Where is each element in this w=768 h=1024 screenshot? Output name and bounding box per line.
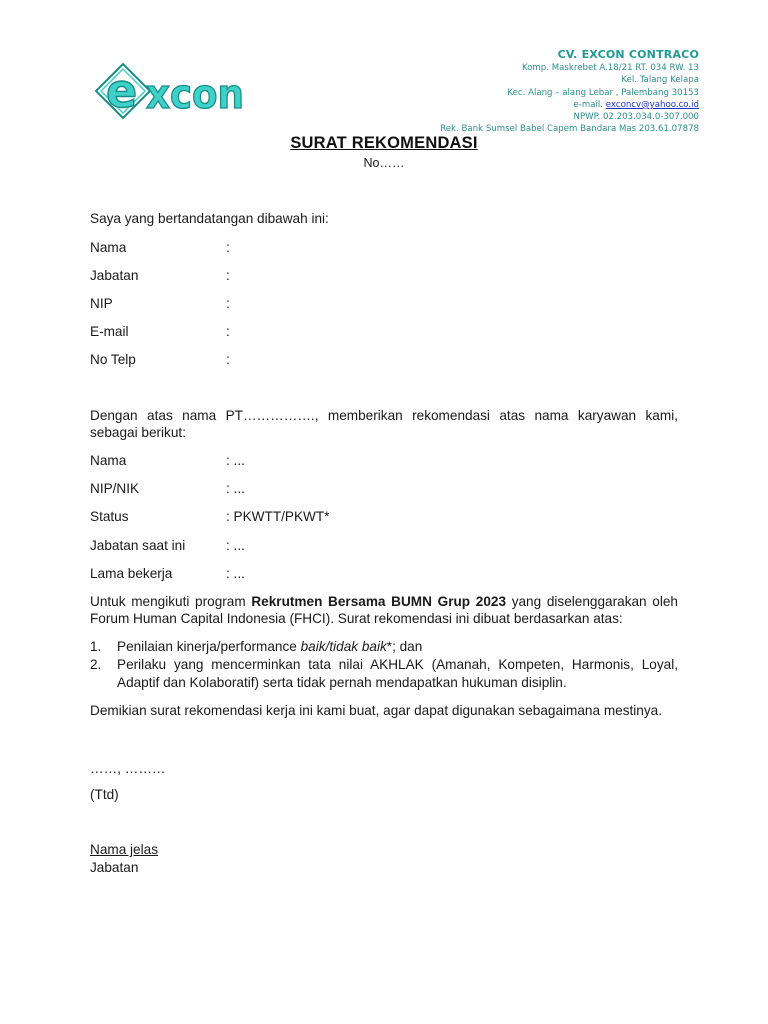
basis-item-2 <box>0 656 768 692</box>
signer-field-nip <box>0 295 768 312</box>
signer-position: Jabatan <box>90 860 139 875</box>
company-name: CV. EXCON CONTRACO <box>557 48 699 61</box>
field-label: Nama <box>90 240 127 255</box>
field-label: Status <box>90 509 129 524</box>
signer-field-jabatan <box>0 267 768 284</box>
list-number: 2. <box>90 657 102 672</box>
email-label: e-mail. <box>573 99 604 110</box>
field-label: NIP/NIK <box>90 481 140 496</box>
field-value: : <box>226 268 230 283</box>
employee-field-lama-bekerja <box>0 565 768 582</box>
program-suffix: yang diselenggarakan oleh <box>506 594 678 609</box>
basis-item-1 <box>0 638 768 656</box>
employee-field-status <box>0 508 768 525</box>
field-value: : <box>226 296 230 311</box>
field-value: : <box>226 324 230 339</box>
employee-field-jabatan <box>0 537 768 554</box>
closing-text: Demikian surat rekomendasi kerja ini kami buat, agar dapat digunakan sebagaimana mestinya. <box>90 703 663 718</box>
company-letterhead <box>440 48 699 136</box>
signer-field-no-telp <box>0 351 768 368</box>
field-label: Lama bekerja <box>90 566 173 581</box>
signer-name: Nama jelas <box>90 842 158 857</box>
signer-field-nama <box>0 239 768 256</box>
field-value: : PKWTT/PKWT* <box>226 509 330 524</box>
company-npwp: NPWP. 02.203.034.0-307.000 <box>573 112 699 123</box>
list-italic: baik/tidak baik <box>300 639 387 654</box>
place-date: ……, ……… <box>90 761 166 776</box>
field-label: Jabatan saat ini <box>90 538 186 553</box>
company-email-line <box>440 99 699 111</box>
list-number: 1. <box>90 639 102 654</box>
field-value: : ... <box>226 453 245 468</box>
list-text-line-1: Perilaku yang mencerminkan tata nilai AKHLAK (Amanah, Kompeten, Harmonis, Loyal, <box>117 657 678 672</box>
program-line-2: Forum Human Capital Indonesia (FHCI). Surat rekomendasi ini dibuat berdasarkan atas: <box>90 611 623 626</box>
program-prefix: Untuk mengikuti program <box>90 594 252 609</box>
field-label: Jabatan <box>90 268 139 283</box>
company-logo <box>92 58 248 124</box>
logo-wordmark: xcon <box>146 72 244 118</box>
company-address-1: Komp. Maskrebet A.18/21 RT. 034 RW. 13 <box>521 63 699 73</box>
program-name: Rekrutmen Bersama BUMN Grup 2023 <box>251 594 507 609</box>
list-text: Penilaian kinerja/performance baik/tidak baik*; dan <box>117 639 423 654</box>
excon-logo-graphic <box>92 58 248 124</box>
employee-field-nama <box>0 452 768 469</box>
email-link[interactable]: exconcv@yahoo.co.id <box>605 99 699 110</box>
field-label: No Telp <box>90 352 136 367</box>
program-line-1 <box>90 593 678 610</box>
field-label: E-mail <box>90 324 129 339</box>
field-value: : ... <box>226 481 245 496</box>
field-value: : <box>226 352 230 367</box>
logo-letter-e: e <box>106 64 138 118</box>
recommendation-line-2: sebagai berikut: <box>90 425 186 440</box>
intro-text: Saya yang bertandatangan dibawah ini: <box>90 211 329 226</box>
field-value: : ... <box>226 566 245 581</box>
company-bank-account: Rek. Bank Sumsel Babel Capem Bandara Mas 203.61.07878 <box>440 124 699 135</box>
signer-field-email <box>0 323 768 340</box>
field-label: NIP <box>90 296 113 311</box>
employee-field-nip-nik <box>0 480 768 497</box>
letter-number: No…… <box>363 156 405 170</box>
field-value: : <box>226 240 230 255</box>
company-address-2: Kel. Talang Kelapa <box>621 75 699 86</box>
signature-placeholder: (Ttd) <box>90 787 119 802</box>
field-label: Nama <box>90 453 127 468</box>
field-value: : ... <box>226 538 245 553</box>
company-address-3: Kec. Alang – alang Lebar , Palembang 30153 <box>507 87 699 98</box>
list-text-line-2: Adaptif dan Kolaboratif) serta tidak pernah mendapatkan hukuman disiplin. <box>117 675 567 690</box>
letter-title: SURAT REKOMENDASI <box>290 134 478 152</box>
recommendation-line-1: Dengan atas nama PT……………., memberikan rekomendasi atas nama karyawan kami, <box>90 408 678 423</box>
